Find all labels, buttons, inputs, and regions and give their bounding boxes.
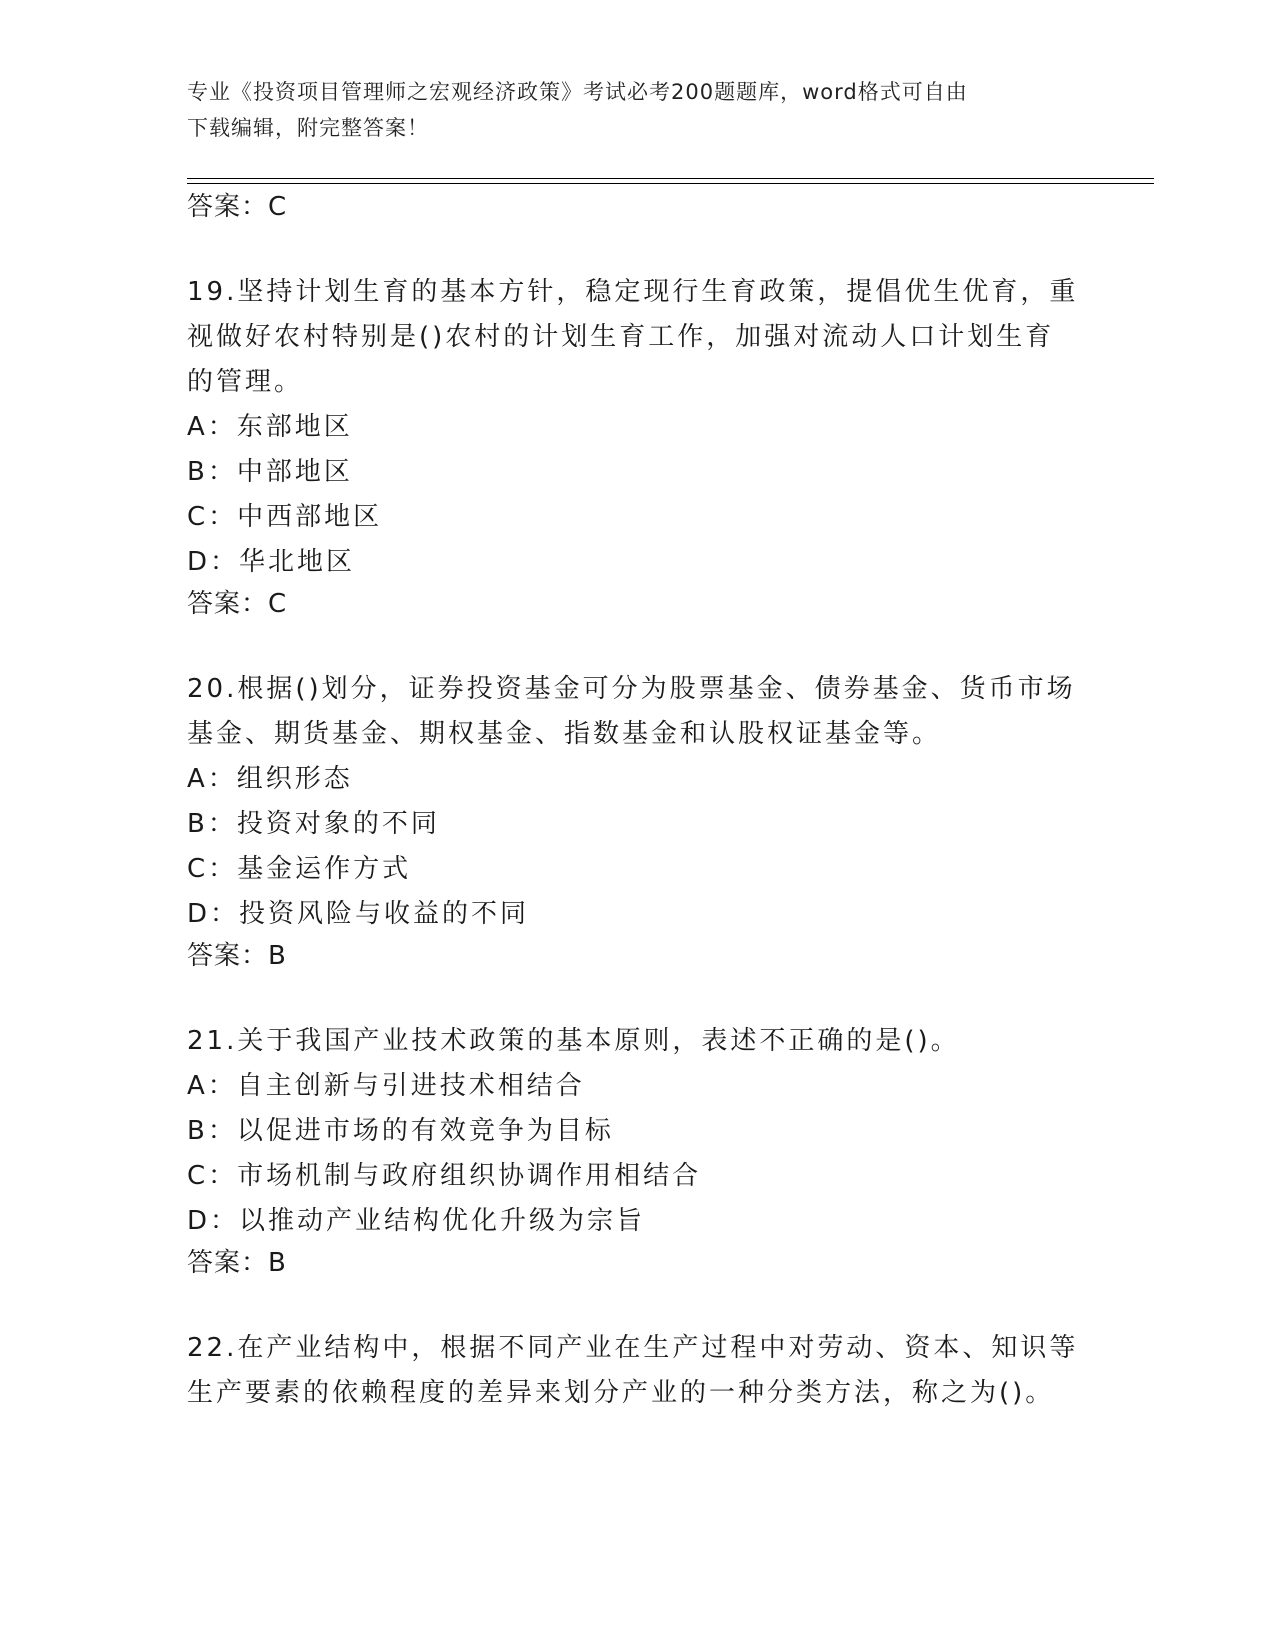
option-d: D：以推动产业结构优化升级为宗旨 [187,1206,646,1236]
document-header [187,74,1067,146]
question-22 [187,1326,1087,1416]
header-divider-top [187,178,1154,179]
option-d: D：投资风险与收益的不同 [187,899,530,929]
previous-answer: 答案：C [187,192,288,222]
option-c: C：中西部地区 [187,502,383,532]
header-line-1: 专业《投资项目管理师之宏观经济政策》考试必考200题题库，word格式可自由 [187,80,968,104]
option-b: B：投资对象的不同 [187,809,440,839]
option-c: C：基金运作方式 [187,854,412,884]
answer: 答案：B [187,941,287,971]
option-a: A：东部地区 [187,412,353,442]
answer: 答案：C [187,589,288,619]
question-text-line: 21.关于我国产业技术政策的基本原则，表述不正确的是()。 [187,1026,960,1056]
question-text-line: 基金、期货基金、期权基金、指数基金和认股权证基金等。 [187,719,942,749]
header-line-2: 下载编辑，附完整答案！ [187,116,429,140]
question-text-line: 19.坚持计划生育的基本方针，稳定现行生育政策，提倡优生优育，重 [187,277,1079,307]
spacer [187,973,1087,1019]
question-text-line: 生产要素的依赖程度的差异来划分产业的一种分类方法，称之为()。 [187,1378,1055,1408]
spacer [187,621,1087,667]
question-text-line: 视做好农村特别是()农村的计划生育工作，加强对流动人口计划生育 [187,322,1055,352]
option-b: B：以促进市场的有效竞争为目标 [187,1116,614,1146]
question-19 [187,270,1087,621]
question-20 [187,667,1087,973]
question-text-line: 22.在产业结构中，根据不同产业在生产过程中对劳动、资本、知识等 [187,1333,1079,1363]
option-a: A：组织形态 [187,764,353,794]
question-list [187,190,1087,1416]
option-b: B：中部地区 [187,457,353,487]
option-d: D：华北地区 [187,547,356,577]
option-c: C：市场机制与政府组织协调作用相结合 [187,1161,702,1191]
spacer [187,1280,1087,1326]
question-text-line: 20.根据()划分，证券投资基金可分为股票基金、债券基金、货币市场 [187,674,1076,704]
question-21 [187,1019,1087,1280]
option-a: A：自主创新与引进技术相结合 [187,1071,585,1101]
question-text-line: 的管理。 [187,367,304,397]
answer: 答案：B [187,1248,287,1278]
spacer [187,224,1087,270]
header-divider-bottom [187,183,1154,184]
